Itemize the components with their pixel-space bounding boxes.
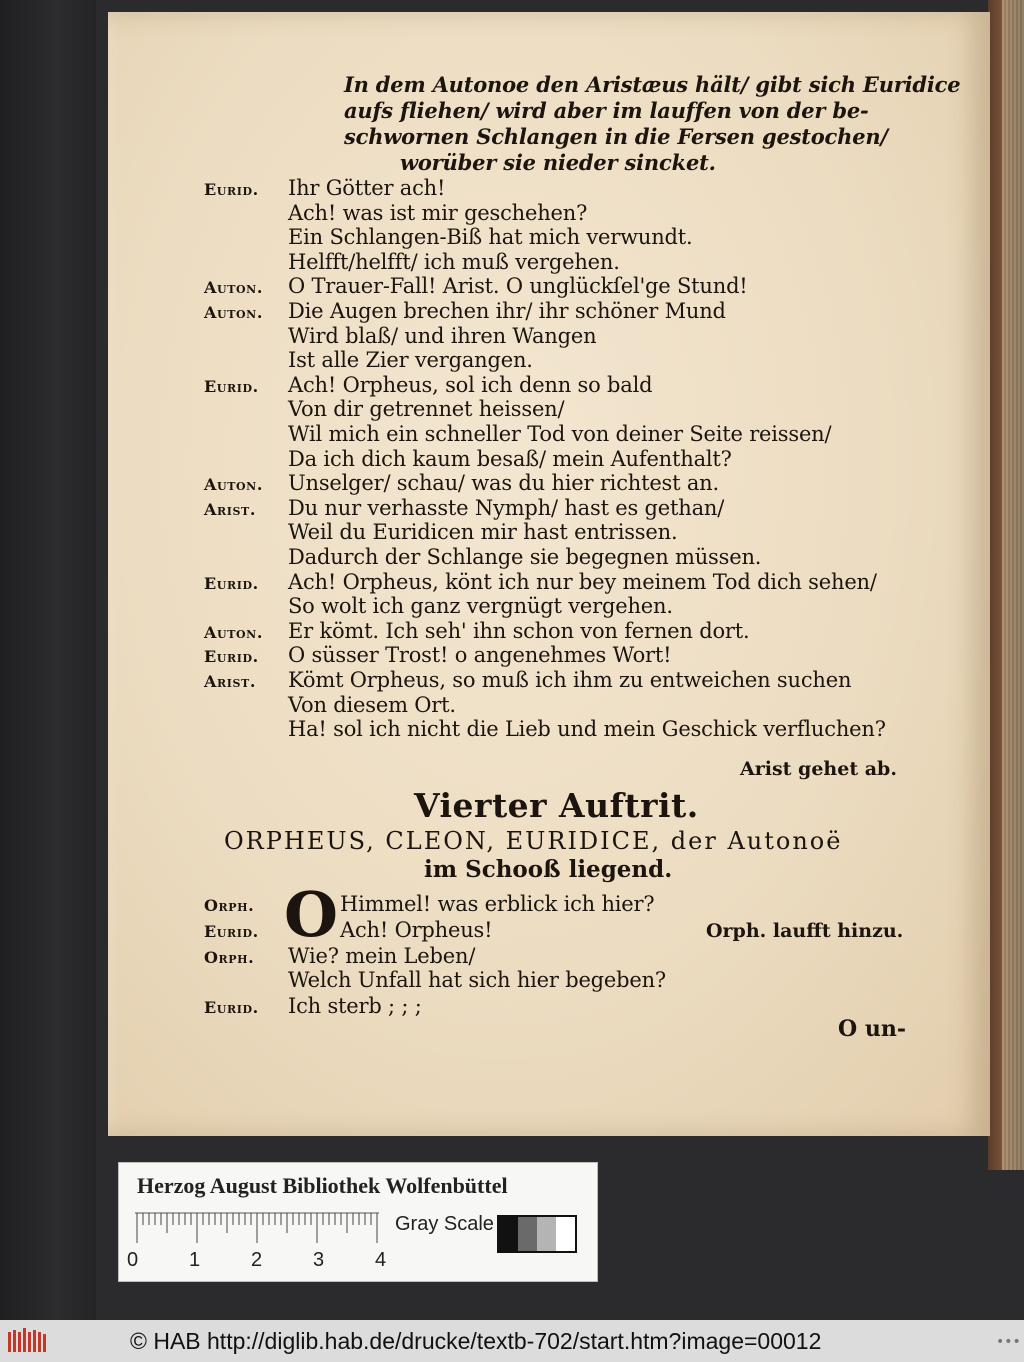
dialogue-line: Wie? mein Leben/ <box>288 944 476 968</box>
dialogue-line: Er kömt. Ich seh' ihn schon von fernen dort. <box>288 618 750 643</box>
ruler-tick-label: 3 <box>313 1249 325 1271</box>
drop-capital: O <box>284 878 339 951</box>
dialogue-line: Du nur verhasste Nymph/ hast es gethan/ <box>288 495 725 520</box>
book-cover-left <box>0 0 96 1320</box>
speaker-label: Eurid. <box>204 573 259 593</box>
side-stage-direction: Orph. laufft hinzu. <box>706 920 904 942</box>
dialogue-line: Ha! sol ich nicht die Lieb und mein Geschick verfluchen? <box>288 717 886 742</box>
dialogue-line: Von dir getrennet heissen/ <box>288 397 565 422</box>
dialogue-line: Himmel! was erblick ich hier? <box>340 892 655 916</box>
gray-scale-label: Gray Scale <box>395 1213 494 1235</box>
dialogue-line: O Trauer-Fall! Arist. O unglückſel'ge Stund! <box>288 274 748 299</box>
dialogue-line: Wird blaß/ und ihren Wangen <box>288 323 597 348</box>
ruler-scale <box>135 1211 379 1247</box>
more-icon[interactable]: ••• <box>996 1334 1021 1350</box>
speaker-label: Eurid. <box>204 647 259 667</box>
dialogue-line: Ach! Orpheus, sol ich denn so bald <box>288 372 653 397</box>
dialogue-line: Dadurch der Schlange sie begegnen müssen. <box>288 545 762 569</box>
speaker-label: Auton. <box>204 278 263 298</box>
speaker-label: Arist. <box>204 672 257 691</box>
dialogue-line: Kömt Orpheus, so muß ich ihm zu entweichen suchen <box>288 668 852 692</box>
dialogue-line: Weil du Euridicen mir hast entrissen. <box>288 520 678 545</box>
dialogue-line: Ach! Orpheus! <box>340 918 493 942</box>
dialogue-line: So wolt ich ganz vergnügt vergehen. <box>288 594 673 619</box>
speaker-label: Eurid. <box>204 922 259 941</box>
ruler-tick-label: 2 <box>251 1249 263 1271</box>
speaker-label: Orph. <box>204 896 255 915</box>
dialogue-line: Da ich dich kaum besaß/ mein Aufenthalt? <box>288 446 732 471</box>
scene-characters-line-2: im Schooß liegend. <box>424 856 673 883</box>
ruler-tick-label: 4 <box>375 1249 387 1271</box>
dialogue-line: Ihr Götter ach! <box>288 176 446 200</box>
dialogue-line: Ach! Orpheus, könt ich nur bey meinem Tod dich sehen/ <box>288 569 877 594</box>
exit-direction: Arist gehet ab. <box>740 758 897 780</box>
speaker-label: Eurid. <box>204 180 259 199</box>
dialogue-line: Die Augen brechen ihr/ ihr schöner Mund <box>288 299 726 323</box>
bleed-through-text <box>928 162 1024 1042</box>
stage-direction-line-3: schwornen Schlangen in die Fersen gestochen/ <box>344 124 888 149</box>
speaker-label: Auton. <box>204 475 263 495</box>
stage-direction-line-1: In dem Autonoe den Aristæus hält/ gibt sich Euridice <box>344 72 961 97</box>
catchword: O un- <box>838 1016 906 1042</box>
copyright-url[interactable]: © HAB http://diglib.hab.de/drucke/textb-702/start.htm?image=00012 <box>130 1328 822 1354</box>
footer-bar <box>0 1320 1024 1362</box>
dialogue-line: Ein Schlangen-Biß hat mich verwundt. <box>288 225 693 250</box>
dialogue-line: Helfft/helfft/ ich muß vergehen. <box>288 249 620 274</box>
dialogue-line: Unselger/ schau/ was du hier richtest an. <box>288 471 719 496</box>
ruler-tick-label: 0 <box>127 1249 139 1271</box>
speaker-label: Arist. <box>204 499 257 519</box>
speaker-label: Auton. <box>204 303 263 322</box>
library-name: Herzog August Bibliothek Wolfenbüttel <box>137 1173 508 1198</box>
speaker-label: Auton. <box>204 622 263 642</box>
dialogue-line: Welch Unfall hat sich hier begeben? <box>288 968 666 992</box>
speaker-label: Orph. <box>204 948 255 967</box>
color-scale-card <box>118 1162 598 1282</box>
dialogue-line: Wil mich ein schneller Tod von deiner Seite reissen/ <box>288 422 832 446</box>
dialogue-line: O süsser Trost! o angenehmes Wort! <box>288 643 672 668</box>
hab-logo-icon <box>8 1328 48 1354</box>
scene-title: Vierter Auftrit. <box>414 786 699 825</box>
dialogue-line: Ach! was ist mir geschehen? <box>288 200 588 225</box>
ruler-tick-label: 1 <box>189 1249 201 1271</box>
stage-direction-line-2: aufs fliehen/ wird aber im lauffen von der be- <box>344 98 869 123</box>
speaker-label: Eurid. <box>204 376 259 396</box>
dialogue-line: Ich sterb ; ; ; <box>288 994 422 1018</box>
scene-characters: ORPHEUS, CLEON, EURIDICE, der Autonoë <box>224 827 843 855</box>
dialogue-line: Von diesem Ort. <box>288 692 456 717</box>
stage-direction-line-4: worüber sie nieder sincket. <box>400 150 716 175</box>
dialogue-line: Ist alle Zier vergangen. <box>288 348 533 373</box>
gray-scale-bar <box>497 1215 577 1253</box>
speaker-label: Eurid. <box>204 998 259 1017</box>
